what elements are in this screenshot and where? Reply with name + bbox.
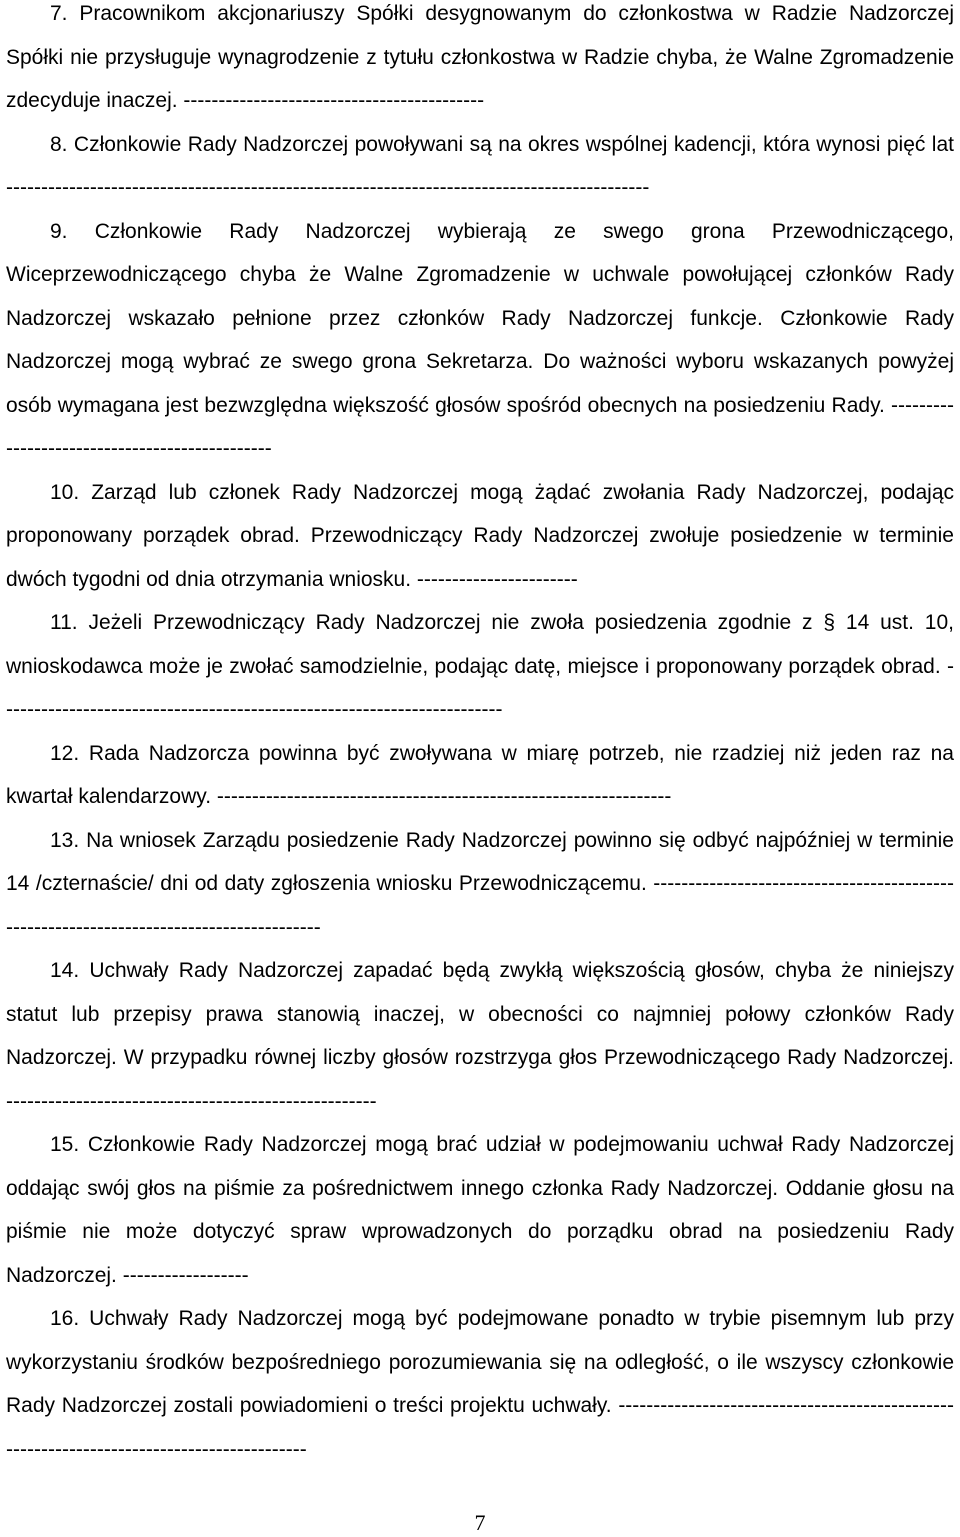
paragraph-14: 14. Uchwały Rady Nadzorczej zapadać będą zwykłą większością głosów, chyba że niniejszy statut lub przepisy prawa stanowią inaczej, w obecności co najmniej połowy członków Rady Nadzorczej. W przypadku równej liczby głosów rozstrzyga głos Przewodniczącego Rady Nadzorczej. ----------------------------------------------------- <box>6 959 954 1113</box>
paragraph-7: 7. Pracownikom akcjonariuszy Spółki desygnowanym do członkostwa w Radzie Nadzorczej Spółki nie przysługuje wynagrodzenie z tytułu członkostwa w Radzie chyba, że Walne Zgromadzenie zdecyduje inaczej. ------------------------------------------- <box>6 2 954 112</box>
paragraph-15: 15. Członkowie Rady Nadzorczej mogą brać udział w podejmowaniu uchwał Rady Nadzorczej oddając swój głos na piśmie za pośrednictwem innego członka Rady Nadzorczej. Oddanie głosu na piśmie nie może dotyczyć spraw wprowadzonych do porządku obrad na posiedzeniu Rady Nadzorczej. ------------------ <box>6 1133 954 1287</box>
paragraph-9: 9. Członkowie Rady Nadzorczej wybierają ze swego grona Przewodniczącego, Wiceprzewodniczącego chyba że Walne Zgromadzenie w uchwale powołującej członków Rady Nadzorczej wskazało pełnione przez członków Rady Nadzorczej funkcje. Członkowie Rady Nadzorczej mogą wybrać ze swego grona Sekretarza. Do ważności wyboru wskazanych powyżej osób wymagana jest bezwzględna większość głosów spośród obecnych na posiedzeniu Rady. ----------------------------------------------- <box>6 219 954 460</box>
paragraph-13: 13. Na wniosek Zarządu posiedzenie Rady Nadzorczej powinno się odbyć najpóźniej w terminie 14 /czternaście/ dni od daty zgłoszenia wniosku Przewodniczącemu. ---------------------------------------------------------------------------------------- <box>6 828 954 939</box>
document-page <box>6 0 954 1471</box>
paragraph-10: 10. Zarząd lub członek Rady Nadzorczej mogą żądać zwołania Rady Nadzorczej, podając proponowany porządek obrad. Przewodniczący Rady Nadzorczej zwołuje posiedzenie w terminie dwóch tygodni od dnia otrzymania wniosku. ----------------------- <box>6 480 954 591</box>
page-number: 7 <box>474 1510 486 1535</box>
paragraph-12: 12. Rada Nadzorcza powinna być zwoływana w miarę potrzeb, nie rzadziej niż jeden raz na kwartał kalendarzowy. ----------------------------------------------------------------- <box>6 741 954 808</box>
paragraph-16: 16. Uchwały Rady Nadzorczej mogą być podejmowane ponadto w trybie pisemnym lub przy wykorzystaniu środków bezpośredniego porozumiewania się na odległość, o ile wszyscy członkowie Rady Nadzorczej zostali powiadomieni o treści projektu uchwały. ------------------------------------------------------------------------------------------- <box>6 1307 954 1461</box>
paragraph-11: 11. Jeżeli Przewodniczący Rady Nadzorczej nie zwoła posiedzenia zgodnie z § 14 ust. 10, wnioskodawca może je zwołać samodzielnie, podając datę, miejsce i proponowany porządek obrad. ------------------------------------------------------------------------ <box>6 611 954 721</box>
paragraph-8: 8. Członkowie Rady Nadzorczej powoływani są na okres wspólnej kadencji, która wynosi pięć lat -------------------------------------------------------------------------------------------- <box>6 132 954 199</box>
